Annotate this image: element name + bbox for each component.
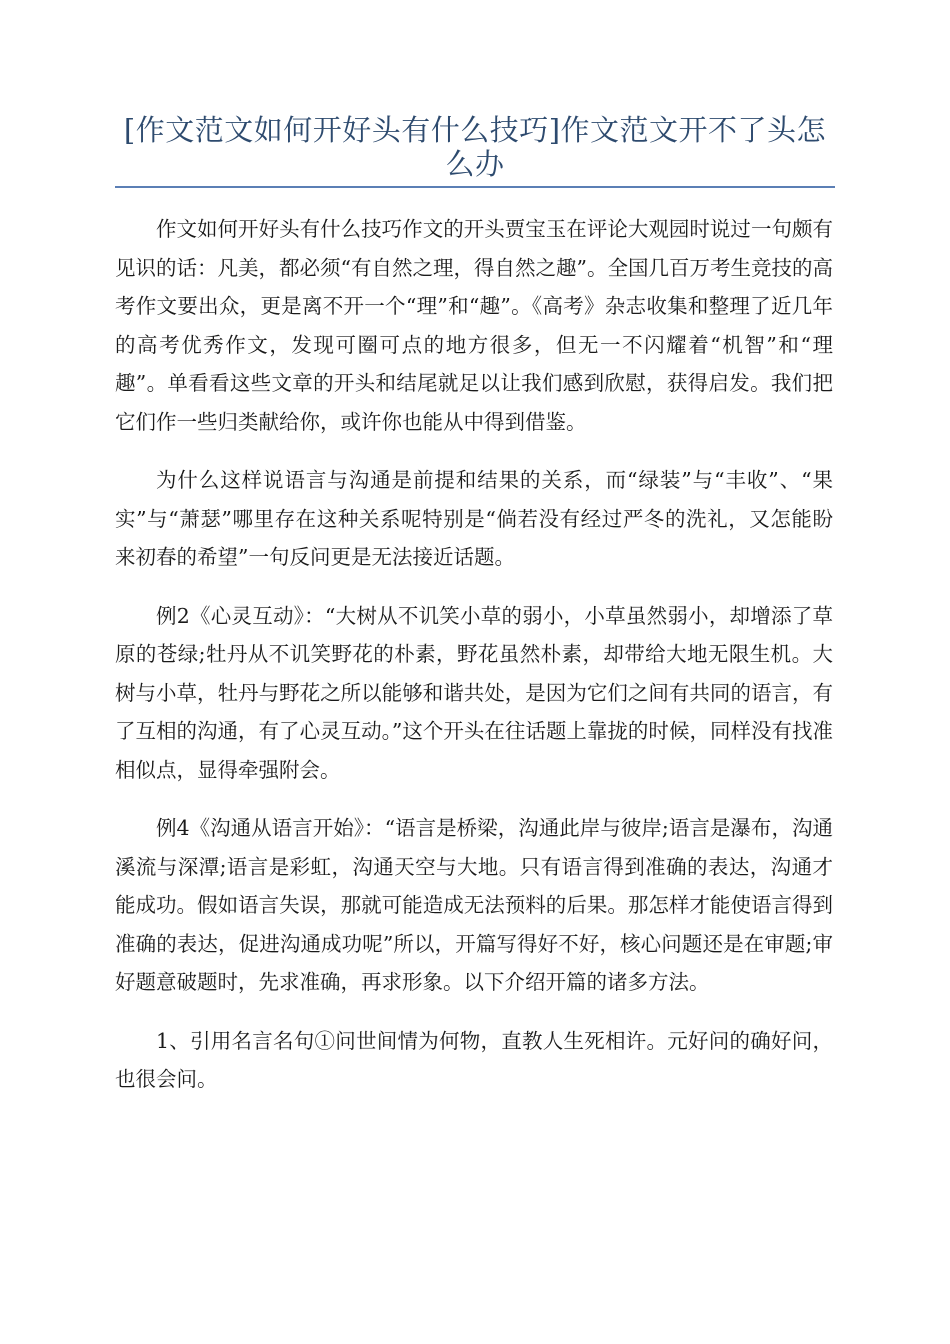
document-body [115, 210, 833, 1119]
paragraph-intro: 作文如何开好头有什么技巧作文的开头贾宝玉在评论大观园时说过一句颇有见识的话：凡美，都必须“有自然之理，得自然之趣”。全国几百万考生竞技的高考作文要出众，更是离不开一个“理”和“趣”。《高考》杂志收集和整理了近几年的高考优秀作文，发现可圈可点的地方很多，但无一不闪耀着“机智”和“理趣”。单看看这些文章的开头和结尾就足以让我们感到欣慰，获得启发。我们把它们作一些归类献给你，或许你也能从中得到借鉴。 [115, 217, 833, 434]
paragraph-example-4: 例4《沟通从语言开始》：“语言是桥梁，沟通此岸与彼岸;语言是瀑布，沟通溪流与深潭;语言是彩虹，沟通天空与大地。只有语言得到准确的表达，沟通才能成功。假如语言失误，那就可能造成无法预料的后果。那怎样才能使语言得到准确的表达，促进沟通成功呢”所以，开篇写得好不好，核心问题还是在审题;审好题意破题时，先求准确，再求形象。以下介绍开篇的诸多方法。 [115, 816, 833, 994]
paragraph-language-communication: 为什么这样说语言与沟通是前提和结果的关系，而“绿装”与“丰收”、“果实”与“萧瑟”哪里存在这种关系呢特别是“倘若没有经过严冬的洗礼，又怎能盼来初春的希望”一句反问更是无法接近话题。 [115, 468, 833, 569]
paragraph-method-1: 1、引用名言名句①问世间情为何物，直教人生死相许。元好问的确好问，也很会问。 [115, 1028, 833, 1091]
page-title: [作文范文如何开好头有什么技巧]作文范文开不了头怎么办 [123, 113, 827, 181]
paragraph-example-2: 例2《心灵互动》：“大树从不讥笑小草的弱小，小草虽然弱小，却增添了草原的苍绿;牡丹从不讥笑野花的朴素，野花虽然朴素，却带给大地无限生机。大树与小草，牡丹与野花之所以能够和谐共处，是因为它们之间有共同的语言，有了互相的沟通，有了心灵互动。”这个开头在往话题上靠拢的时候，同样没有找准相似点，显得牵强附会。 [115, 603, 833, 782]
title-divider [115, 186, 835, 188]
